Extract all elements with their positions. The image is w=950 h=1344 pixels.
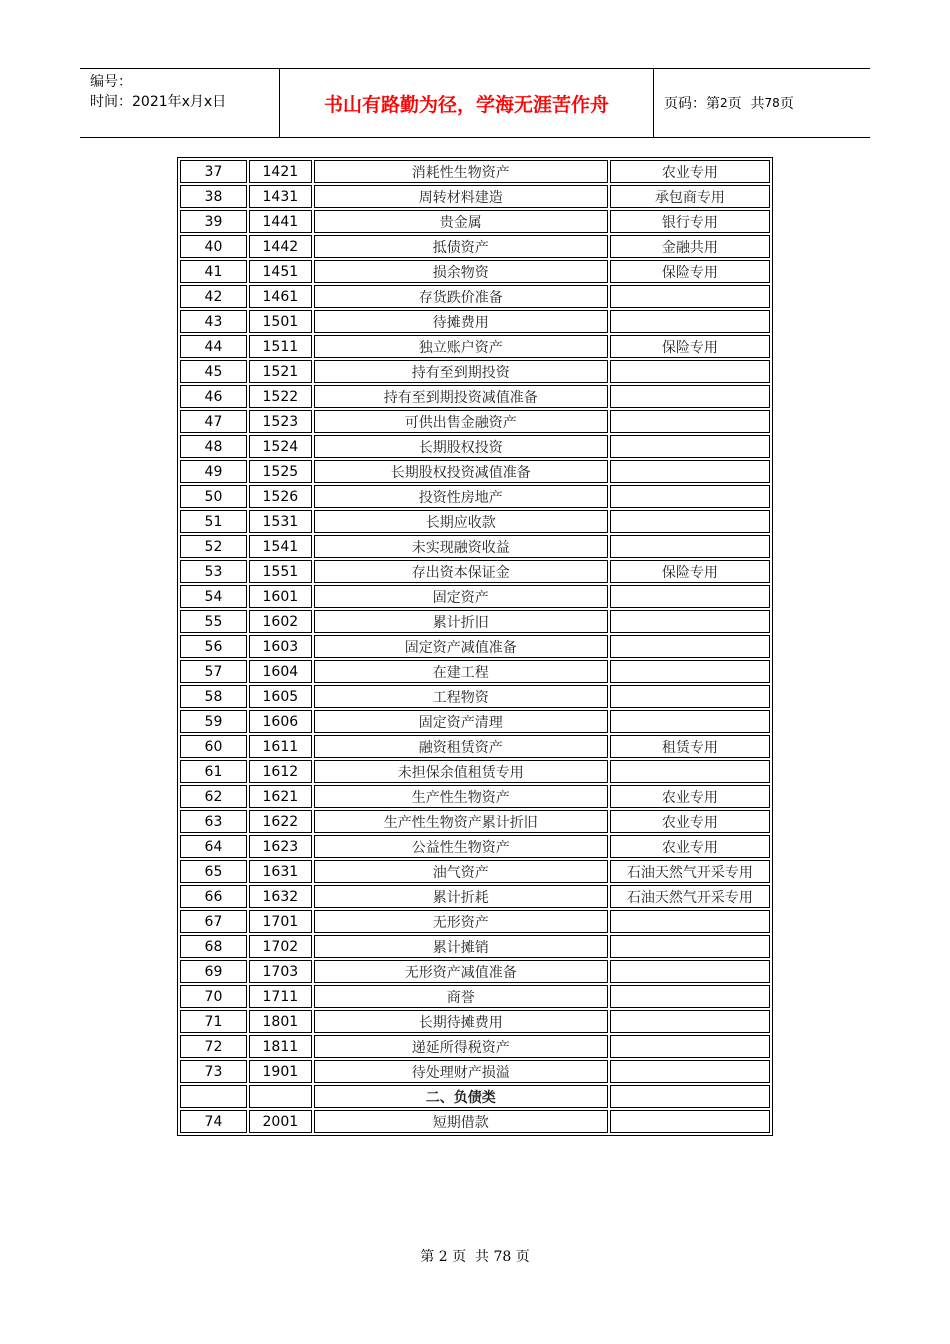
row-code-cell: 1601 [249, 585, 312, 608]
header-page-info [654, 69, 870, 137]
table-row [180, 835, 770, 858]
row-account-name-cell: 长期应收款 [314, 510, 608, 533]
row-account-name-cell: 固定资产 [314, 585, 608, 608]
row-code-cell [249, 1085, 312, 1108]
row-code-cell: 1501 [249, 310, 312, 333]
row-sequence-cell: 65 [180, 860, 247, 883]
row-sequence-cell: 70 [180, 985, 247, 1008]
table-row [180, 285, 770, 308]
row-note-cell [610, 610, 770, 633]
row-note-cell [610, 460, 770, 483]
row-account-name-cell: 生产性生物资产累计折旧 [314, 810, 608, 833]
table-row [180, 960, 770, 983]
row-code-cell: 1631 [249, 860, 312, 883]
row-account-name-cell: 递延所得税资产 [314, 1035, 608, 1058]
row-account-name-cell: 工程物资 [314, 685, 608, 708]
header-page-number: 2 [720, 96, 728, 110]
row-account-name-cell: 存货跌价准备 [314, 285, 608, 308]
row-code-cell: 1901 [249, 1060, 312, 1083]
row-note-cell: 农业专用 [610, 810, 770, 833]
row-sequence-cell: 38 [180, 185, 247, 208]
header-motto: 书山有路勤为径，学海无涯苦作舟 [280, 69, 654, 137]
row-note-cell [610, 510, 770, 533]
row-sequence-cell: 52 [180, 535, 247, 558]
table-row [180, 610, 770, 633]
row-note-cell: 农业专用 [610, 160, 770, 183]
row-sequence-cell: 58 [180, 685, 247, 708]
row-sequence-cell: 56 [180, 635, 247, 658]
row-account-name-cell: 无形资产 [314, 910, 608, 933]
section-header-row [180, 1085, 770, 1108]
row-account-name-cell: 固定资产减值准备 [314, 635, 608, 658]
row-code-cell: 1703 [249, 960, 312, 983]
table-row [180, 1035, 770, 1058]
row-account-name-cell: 贵金属 [314, 210, 608, 233]
table-row [180, 910, 770, 933]
row-sequence-cell: 71 [180, 1010, 247, 1033]
row-account-name-cell: 存出资本保证金 [314, 560, 608, 583]
row-sequence-cell: 64 [180, 835, 247, 858]
row-code-cell: 1604 [249, 660, 312, 683]
footer-prefix: 第 [420, 1249, 435, 1265]
table-row [180, 360, 770, 383]
row-note-cell [610, 1010, 770, 1033]
row-note-cell: 租赁专用 [610, 735, 770, 758]
row-account-name-cell: 损余物资 [314, 260, 608, 283]
table-row [180, 210, 770, 233]
table-row [180, 585, 770, 608]
row-account-name-cell: 长期股权投资减值准备 [314, 460, 608, 483]
row-code-cell: 2001 [249, 1110, 312, 1133]
row-account-name-cell: 二、负债类 [314, 1085, 608, 1108]
row-note-cell [610, 535, 770, 558]
row-sequence-cell: 51 [180, 510, 247, 533]
row-account-name-cell: 独立账户资产 [314, 335, 608, 358]
table-row [180, 1010, 770, 1033]
row-code-cell: 1632 [249, 885, 312, 908]
row-account-name-cell: 在建工程 [314, 660, 608, 683]
row-sequence-cell: 55 [180, 610, 247, 633]
footer-page-total: 78 [493, 1249, 512, 1265]
row-account-name-cell: 抵债资产 [314, 235, 608, 258]
row-code-cell: 1442 [249, 235, 312, 258]
table-row [180, 335, 770, 358]
row-code-cell: 1526 [249, 485, 312, 508]
row-sequence-cell: 54 [180, 585, 247, 608]
row-account-name-cell: 持有至到期投资减值准备 [314, 385, 608, 408]
row-sequence-cell: 44 [180, 335, 247, 358]
row-code-cell: 1524 [249, 435, 312, 458]
table-row [180, 660, 770, 683]
row-sequence-cell: 37 [180, 160, 247, 183]
row-sequence-cell: 61 [180, 760, 247, 783]
row-note-cell [610, 360, 770, 383]
row-account-name-cell: 公益性生物资产 [314, 835, 608, 858]
row-account-name-cell: 持有至到期投资 [314, 360, 608, 383]
row-account-name-cell: 无形资产减值准备 [314, 960, 608, 983]
row-note-cell: 农业专用 [610, 835, 770, 858]
page-header [80, 68, 870, 138]
row-account-name-cell: 融资租赁资产 [314, 735, 608, 758]
row-sequence-cell: 47 [180, 410, 247, 433]
row-account-name-cell: 累计摊销 [314, 935, 608, 958]
row-sequence-cell: 40 [180, 235, 247, 258]
table-row [180, 160, 770, 183]
row-account-name-cell: 长期待摊费用 [314, 1010, 608, 1033]
header-page-mid: 页 共 [727, 96, 765, 112]
row-account-name-cell: 未担保余值租赁专用 [314, 760, 608, 783]
row-account-name-cell: 累计折耗 [314, 885, 608, 908]
row-code-cell: 1606 [249, 710, 312, 733]
table-row [180, 385, 770, 408]
row-note-cell [610, 410, 770, 433]
row-account-name-cell: 长期股权投资 [314, 435, 608, 458]
row-sequence-cell: 41 [180, 260, 247, 283]
header-meta [80, 69, 280, 137]
row-account-name-cell: 可供出售金融资产 [314, 410, 608, 433]
row-sequence-cell: 62 [180, 785, 247, 808]
row-account-name-cell: 待处理财产损溢 [314, 1060, 608, 1083]
row-note-cell [610, 910, 770, 933]
row-note-cell [610, 985, 770, 1008]
row-sequence-cell: 43 [180, 310, 247, 333]
table-row [180, 785, 770, 808]
row-code-cell: 1801 [249, 1010, 312, 1033]
row-sequence-cell: 73 [180, 1060, 247, 1083]
row-note-cell: 保险专用 [610, 560, 770, 583]
row-account-name-cell: 商誉 [314, 985, 608, 1008]
row-note-cell [610, 685, 770, 708]
row-sequence-cell: 49 [180, 460, 247, 483]
row-code-cell: 1623 [249, 835, 312, 858]
row-code-cell: 1701 [249, 910, 312, 933]
row-sequence-cell: 63 [180, 810, 247, 833]
row-sequence-cell: 50 [180, 485, 247, 508]
row-note-cell [610, 710, 770, 733]
table-row [180, 710, 770, 733]
row-sequence-cell: 60 [180, 735, 247, 758]
row-code-cell: 1431 [249, 185, 312, 208]
row-sequence-cell: 66 [180, 885, 247, 908]
row-sequence-cell: 59 [180, 710, 247, 733]
row-code-cell: 1605 [249, 685, 312, 708]
accounts-table-body [180, 160, 770, 1133]
table-row [180, 535, 770, 558]
document-time-label: 时间：2021年x月x日 [90, 94, 227, 110]
table-row [180, 1110, 770, 1133]
table-row [180, 885, 770, 908]
header-page-suffix: 页 [779, 96, 794, 112]
row-account-name-cell: 投资性房地产 [314, 485, 608, 508]
table-row [180, 510, 770, 533]
page-footer [0, 1246, 950, 1266]
accounts-table [177, 157, 773, 1136]
header-page-prefix: 页码：第 [664, 96, 720, 112]
row-account-name-cell: 消耗性生物资产 [314, 160, 608, 183]
document-number-label: 编号： [90, 74, 132, 90]
table-row [180, 1060, 770, 1083]
row-code-cell: 1603 [249, 635, 312, 658]
row-account-name-cell: 短期借款 [314, 1110, 608, 1133]
row-code-cell: 1621 [249, 785, 312, 808]
row-note-cell: 保险专用 [610, 335, 770, 358]
table-row [180, 985, 770, 1008]
row-code-cell: 1461 [249, 285, 312, 308]
row-code-cell: 1711 [249, 985, 312, 1008]
table-row [180, 310, 770, 333]
row-account-name-cell: 生产性生物资产 [314, 785, 608, 808]
row-code-cell: 1541 [249, 535, 312, 558]
row-sequence-cell: 53 [180, 560, 247, 583]
row-note-cell [610, 310, 770, 333]
row-sequence-cell: 69 [180, 960, 247, 983]
row-account-name-cell: 固定资产清理 [314, 710, 608, 733]
row-account-name-cell: 未实现融资收益 [314, 535, 608, 558]
footer-suffix: 页 [515, 1249, 530, 1265]
row-account-name-cell: 累计折旧 [314, 610, 608, 633]
row-code-cell: 1531 [249, 510, 312, 533]
row-note-cell [610, 585, 770, 608]
row-sequence-cell: 72 [180, 1035, 247, 1058]
row-account-name-cell: 油气资产 [314, 860, 608, 883]
row-note-cell [610, 760, 770, 783]
row-code-cell: 1421 [249, 160, 312, 183]
row-code-cell: 1702 [249, 935, 312, 958]
row-note-cell: 石油天然气开采专用 [610, 885, 770, 908]
row-note-cell [610, 1060, 770, 1083]
row-note-cell [610, 1085, 770, 1108]
row-sequence-cell: 42 [180, 285, 247, 308]
row-sequence-cell: 74 [180, 1110, 247, 1133]
row-note-cell [610, 935, 770, 958]
row-code-cell: 1602 [249, 610, 312, 633]
footer-page-number: 2 [438, 1249, 448, 1265]
row-code-cell: 1451 [249, 260, 312, 283]
row-sequence-cell: 48 [180, 435, 247, 458]
table-row [180, 435, 770, 458]
row-note-cell [610, 1110, 770, 1133]
row-account-name-cell: 待摊费用 [314, 310, 608, 333]
header-page-total: 78 [764, 96, 780, 110]
table-row [180, 935, 770, 958]
row-sequence-cell [180, 1085, 247, 1108]
table-row [180, 485, 770, 508]
table-row [180, 860, 770, 883]
row-note-cell [610, 435, 770, 458]
row-code-cell: 1811 [249, 1035, 312, 1058]
row-note-cell [610, 1035, 770, 1058]
row-sequence-cell: 68 [180, 935, 247, 958]
row-sequence-cell: 67 [180, 910, 247, 933]
table-row [180, 685, 770, 708]
row-code-cell: 1441 [249, 210, 312, 233]
row-note-cell: 保险专用 [610, 260, 770, 283]
row-note-cell [610, 660, 770, 683]
row-code-cell: 1612 [249, 760, 312, 783]
row-note-cell: 金融共用 [610, 235, 770, 258]
table-row [180, 760, 770, 783]
row-sequence-cell: 57 [180, 660, 247, 683]
row-code-cell: 1522 [249, 385, 312, 408]
row-code-cell: 1525 [249, 460, 312, 483]
row-code-cell: 1622 [249, 810, 312, 833]
row-code-cell: 1611 [249, 735, 312, 758]
table-row [180, 235, 770, 258]
row-note-cell [610, 485, 770, 508]
row-code-cell: 1521 [249, 360, 312, 383]
row-account-name-cell: 周转材料建造 [314, 185, 608, 208]
footer-mid: 页 共 [452, 1249, 489, 1265]
row-note-cell: 银行专用 [610, 210, 770, 233]
row-note-cell: 农业专用 [610, 785, 770, 808]
row-note-cell [610, 635, 770, 658]
row-note-cell: 石油天然气开采专用 [610, 860, 770, 883]
table-row [180, 460, 770, 483]
row-sequence-cell: 45 [180, 360, 247, 383]
row-code-cell: 1511 [249, 335, 312, 358]
table-row [180, 560, 770, 583]
table-row [180, 635, 770, 658]
row-code-cell: 1551 [249, 560, 312, 583]
table-row [180, 735, 770, 758]
row-sequence-cell: 39 [180, 210, 247, 233]
row-note-cell [610, 285, 770, 308]
row-sequence-cell: 46 [180, 385, 247, 408]
row-note-cell: 承包商专用 [610, 185, 770, 208]
row-code-cell: 1523 [249, 410, 312, 433]
row-note-cell [610, 385, 770, 408]
table-row [180, 185, 770, 208]
table-row [180, 810, 770, 833]
row-note-cell [610, 960, 770, 983]
table-row [180, 410, 770, 433]
table-row [180, 260, 770, 283]
